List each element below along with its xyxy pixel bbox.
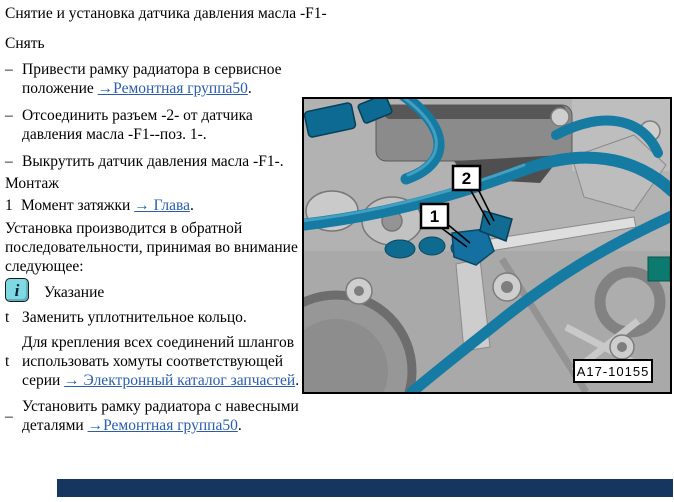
t-marker: t [5,309,10,326]
svg-text:1: 1 [429,207,440,226]
torque-number: 1 [5,197,13,214]
engine-illustration-svg [304,99,670,392]
note-text: Заменить уплотнительное кольцо. [22,309,247,326]
install-heading: Монтаж [5,175,59,192]
step-text: Выкрутить датчик давления масла -F1-. [22,153,284,170]
remove-heading: Снять [5,35,45,52]
engine-illustration [302,97,672,394]
dash-marker: – [5,107,13,124]
figure-id-label [574,360,652,382]
page-title: Снятие и установка датчика давления масла -F1- [5,5,327,22]
callout-2 [453,166,480,190]
chapter-link[interactable]: → Глава [134,197,190,214]
note-item [5,333,303,390]
dash-marker: – [5,407,13,425]
list-item [5,152,303,171]
note-text: Для крепления всех соединений шлангов использовать хомуты соответствующей серии → Электронный каталог запчастей. [22,334,300,389]
step-text: Привести рамку радиатора в сервисное положение →Ремонтная группа50. [22,61,282,97]
svg-text:2: 2 [461,169,472,188]
t-marker: t [5,353,10,370]
reverse-order-paragraph: Установка производится в обратной последовательности, принимая во внимание следующее: [5,220,298,275]
dash-marker: – [5,153,13,170]
note-header [5,278,303,302]
list-item [5,397,303,435]
info-icon: i [5,278,29,302]
torque-text: Момент затяжки → Глава. [21,197,194,214]
list-item [5,106,303,144]
note-item [5,308,303,327]
torque-item [5,196,303,215]
note-label: Указание [44,284,105,301]
list-item [5,60,303,98]
bottom-scrollbar[interactable] [57,479,673,497]
svg-text:A17-10155: A17-10155 [576,364,650,379]
parts-catalog-link[interactable]: → Электронный каталог запчастей [64,372,296,389]
dash-marker: – [5,61,13,78]
callout-1 [421,204,448,228]
step-text: Установить рамку радиатора с навесными деталями →Ремонтная группа50. [22,398,299,434]
step-text: Отсоединить разъем -2- от датчика давления масла -F1--поз. 1-. [22,107,253,143]
repair-group-link[interactable]: →Ремонтная группа50 [97,80,248,97]
procedure-text-column [5,4,327,435]
repair-group-link[interactable]: →Ремонтная группа50 [87,417,238,434]
